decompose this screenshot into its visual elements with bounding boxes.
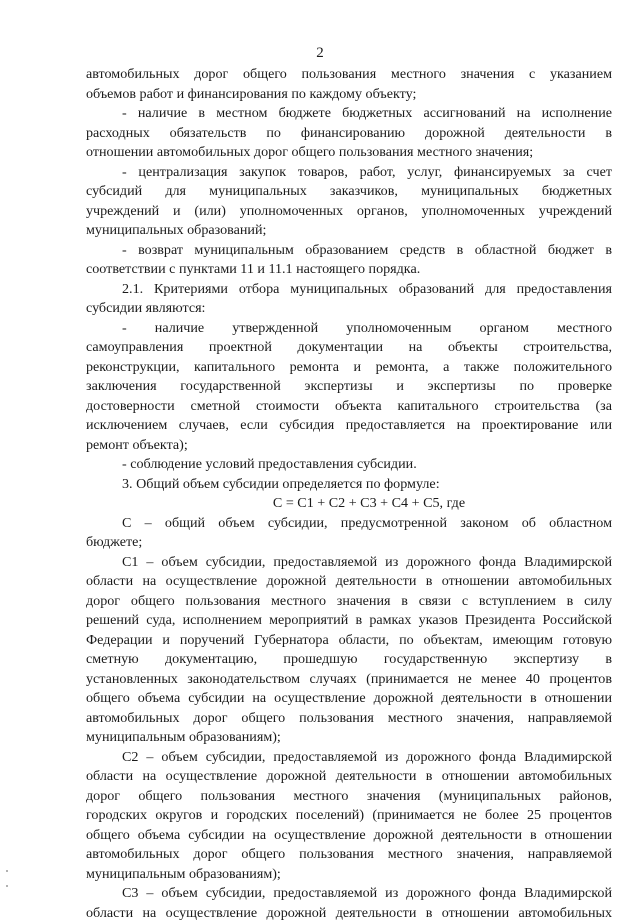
text-line: сметную документацию, прошедшую государственную экспертизу в [86,650,612,670]
text-line: С – общий объем субсидии, предусмотренной законом об областном [86,514,612,534]
text-line: дорог общего пользования местного значения в связи с вступлением в силу [86,592,612,612]
text-line: муниципальным образованиям); [86,865,612,885]
text-line: ремонт объекта); [86,436,612,456]
text-line: - наличие утвержденной уполномоченным органом местного [86,319,612,339]
text-line: - возврат муниципальным образованием средств в областной бюджет в [86,241,612,261]
text-line: автомобильных дорог общего пользования местного значения, направляемой [86,709,612,729]
text-line: муниципальных образований; [86,221,612,241]
text-line: - централизация закупок товаров, работ, услуг, финансируемых за счет [86,163,612,183]
text-line: области на осуществление дорожной деятельности в отношении автомобильных [86,572,612,592]
text-line: самоуправления проектной документации на объекты строительства, [86,338,612,358]
text-line: общего объема субсидии на осуществление дорожной деятельности в отношении [86,826,612,846]
text-line: расходных обязательств по финансированию дорожной деятельности в [86,124,612,144]
scan-speck [6,885,8,887]
text-line: - соблюдение условий предоставления субсидии. [86,455,612,475]
text-line: бюджете; [86,533,612,553]
text-line: 3. Общий объем субсидии определяется по формуле: [86,475,612,495]
text-line: отношении автомобильных дорог общего пользования местного значения; [86,143,612,163]
text-line: соответствии с пунктами 11 и 11.1 настоящего порядка. [86,260,612,280]
text-line: общего объема субсидии на осуществление дорожной деятельности в отношении [86,689,612,709]
text-line: Федерации и поручений Губернатора области, по объектам, имеющим готовую [86,631,612,651]
text-line: достоверности сметной стоимости объекта капитального строительства (за [86,397,612,417]
text-line: - наличие в местном бюджете бюджетных ассигнований на исполнение [86,104,612,124]
text-line: С3 – объем субсидии, предоставляемой из дорожного фонда Владимирской [86,884,612,904]
text-line: муниципальным образованиям); [86,728,612,748]
text-line: установленных законодательством случаях (принимается не менее 40 процентов [86,670,612,690]
text-line: исключением случаев, если субсидия предоставляется на проектирование или [86,416,612,436]
page-number: 2 [0,44,640,64]
text-line: городских округов и городских поселений) (принимается не более 25 процентов [86,806,612,826]
text-line: учреждений и (или) уполномоченных органов, уполномоченных учреждений [86,202,612,222]
text-line: 2.1. Критериями отбора муниципальных образований для предоставления [86,280,612,300]
text-line: субсидии являются: [86,299,612,319]
text-line: заключения государственной экспертизы и экспертизы по проверке [86,377,612,397]
text-line: решений суда, исполнением мероприятий в рамках указов Президента Российской [86,611,612,631]
text-line: С1 – объем субсидии, предоставляемой из дорожного фонда Владимирской [86,553,612,573]
text-line: С2 – объем субсидии, предоставляемой из дорожного фонда Владимирской [86,748,612,768]
text-line: области на осуществление дорожной деятельности в отношении автомобильных [86,767,612,787]
scan-speck [6,870,8,872]
text-line: объемов работ и финансирования по каждому объекту; [86,85,612,105]
formula-line: С = С1 + С2 + С3 + С4 + С5, где [86,494,612,514]
text-line: дорог общего пользования местного значения (муниципальных районов, [86,787,612,807]
text-line: автомобильных дорог общего пользования местного значения с указанием [86,65,612,85]
text-line: автомобильных дорог общего пользования местного значения, направляемой [86,845,612,865]
text-line: субсидий для муниципальных заказчиков, муниципальных бюджетных [86,182,612,202]
text-line: реконструкции, капитального ремонта и ремонта, а также положительного [86,358,612,378]
text-line: области на осуществление дорожной деятельности в отношении автомобильных [86,904,612,923]
document-body [86,65,612,923]
